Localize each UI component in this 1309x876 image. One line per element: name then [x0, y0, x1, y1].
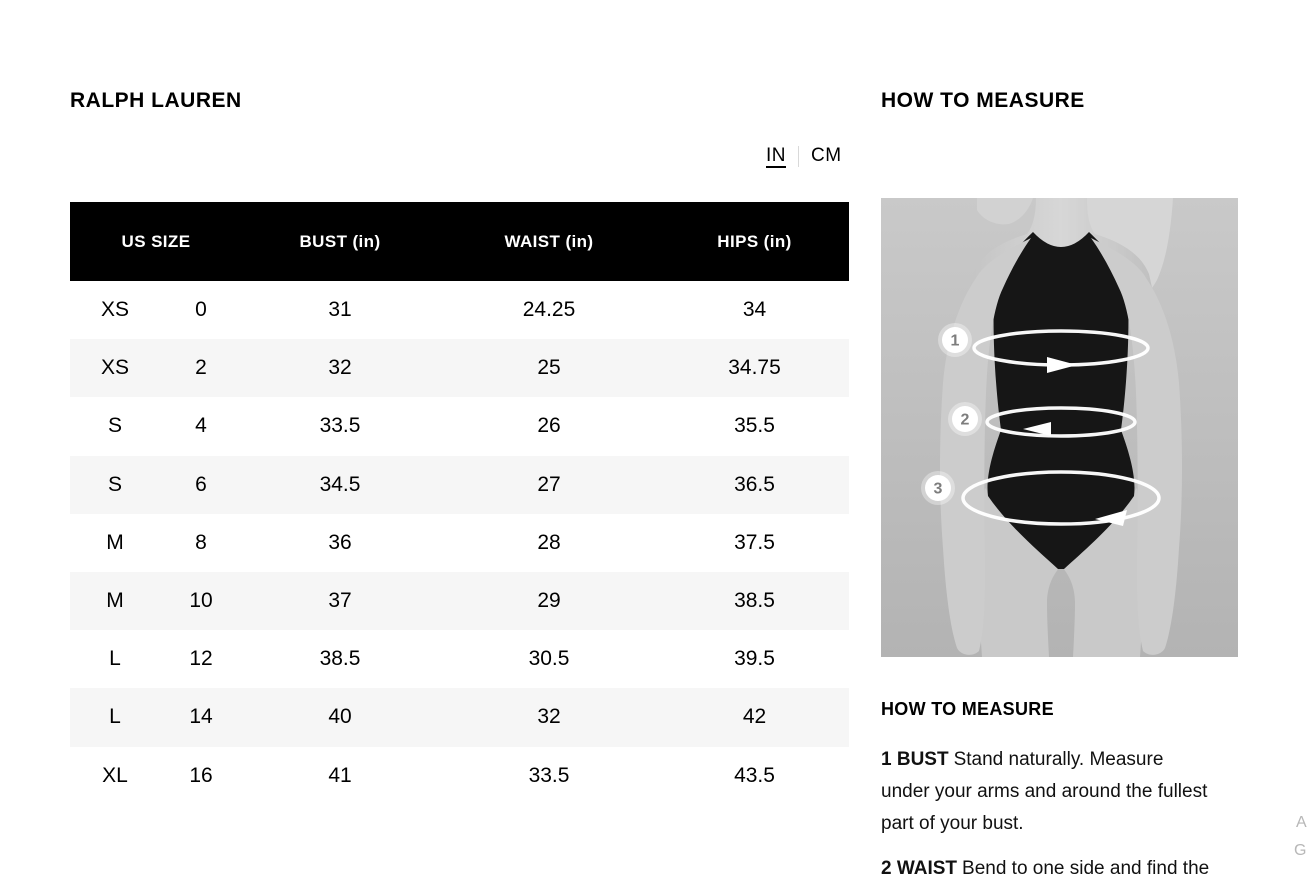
cell-waist: 33.5: [528, 763, 570, 787]
cell-size-number: 4: [195, 414, 207, 438]
cell-hips: 39.5: [734, 647, 775, 671]
cell-hips: 34.75: [728, 356, 781, 380]
how-to-measure-title: HOW TO MEASURE: [881, 89, 1085, 112]
cell-size-letter: XS: [100, 356, 129, 380]
cell-hips: 35.5: [734, 414, 775, 438]
unit-divider: [798, 146, 799, 167]
cell-waist: 32: [537, 705, 561, 729]
badge-1: [938, 323, 972, 357]
cell-size-number: 2: [195, 356, 207, 380]
cell-bust: 36: [328, 530, 352, 554]
table-row: [70, 514, 849, 572]
cell-size-letter: L: [109, 647, 121, 671]
cell-size-number: 8: [195, 530, 207, 554]
cell-size-letter: L: [109, 705, 121, 729]
cell-bust: 38.5: [319, 647, 361, 671]
table-row: [70, 747, 849, 805]
cell-size-letter: M: [106, 589, 124, 613]
cell-size-letter: XL: [102, 763, 128, 787]
table-row: [70, 688, 849, 746]
brand-title: RALPH LAUREN: [70, 89, 242, 112]
instructions-heading: HOW TO MEASURE: [881, 699, 1054, 719]
table-row: [70, 281, 849, 339]
col-header-hips: HIPS (in): [717, 231, 792, 251]
table-row: [70, 630, 849, 688]
cell-bust: 40: [328, 705, 352, 729]
cell-size-letter: XS: [100, 298, 129, 322]
instructions-text: [881, 744, 1213, 876]
unit-toggle: [766, 145, 842, 167]
cell-size-number: 6: [195, 472, 207, 496]
cell-hips: 36.5: [734, 472, 775, 496]
measurement-model-image: [881, 198, 1238, 657]
badge-3: [921, 471, 955, 505]
cell-size-number: 14: [189, 705, 213, 729]
cell-bust: 33.5: [319, 414, 361, 438]
size-table-header: [70, 202, 849, 281]
cell-size-number: 0: [195, 298, 207, 322]
table-row: [70, 339, 849, 397]
svg-text:3: 3: [933, 480, 943, 498]
watermark-fragment-g: G: [1294, 842, 1307, 859]
table-row: [70, 456, 849, 514]
cell-hips: 38.5: [734, 589, 775, 613]
instruction-bust-label: 1 BUST: [881, 749, 949, 770]
instruction-waist-label: 2 WAIST: [881, 858, 958, 876]
cell-bust: 37: [328, 589, 352, 613]
cell-size-letter: M: [106, 530, 124, 554]
cell-hips: 43.5: [734, 763, 775, 787]
cell-waist: 26: [537, 414, 561, 438]
watermark-fragment-a: A: [1296, 814, 1307, 831]
cell-bust: 32: [328, 356, 352, 380]
cell-size-number: 10: [189, 589, 213, 613]
instruction-waist-body: Bend to one side and find the: [962, 858, 1210, 876]
cell-size-letter: S: [107, 472, 122, 496]
size-table: [70, 202, 849, 805]
cell-size-letter: S: [107, 414, 122, 438]
col-header-us-size: US SIZE: [121, 231, 191, 251]
cell-waist: 30.5: [528, 647, 570, 671]
table-row: [70, 397, 849, 455]
size-table-body: [70, 281, 849, 805]
unit-in-button[interactable]: IN: [766, 145, 786, 166]
cell-size-number: 12: [189, 647, 213, 671]
cell-waist: 29: [537, 589, 561, 613]
cell-waist: 27: [537, 472, 561, 496]
table-row: [70, 572, 849, 630]
instruction-waist: [881, 853, 1213, 876]
cell-hips: 37.5: [734, 530, 775, 554]
cell-hips: 42: [742, 705, 767, 729]
cell-waist: 28: [537, 530, 561, 554]
cell-waist: 25: [537, 356, 561, 380]
unit-cm-button[interactable]: CM: [811, 145, 842, 166]
instruction-bust: [881, 744, 1213, 840]
col-header-bust: BUST (in): [299, 231, 381, 251]
cell-bust: 34.5: [319, 472, 361, 496]
svg-text:2: 2: [960, 411, 970, 429]
cell-hips: 34: [742, 298, 767, 322]
cell-bust: 31: [328, 298, 352, 322]
instruction-bust-body: Stand naturally. Measure under your arms and around the fullest part of your bust.: [881, 749, 1208, 834]
cell-bust: 41: [328, 763, 352, 787]
badge-2: [948, 402, 982, 436]
col-header-waist: WAIST (in): [504, 231, 594, 251]
model-figure-illustration: [881, 198, 1238, 657]
cell-size-number: 16: [189, 763, 213, 787]
cell-waist: 24.25: [522, 298, 576, 322]
svg-text:1: 1: [950, 332, 960, 350]
